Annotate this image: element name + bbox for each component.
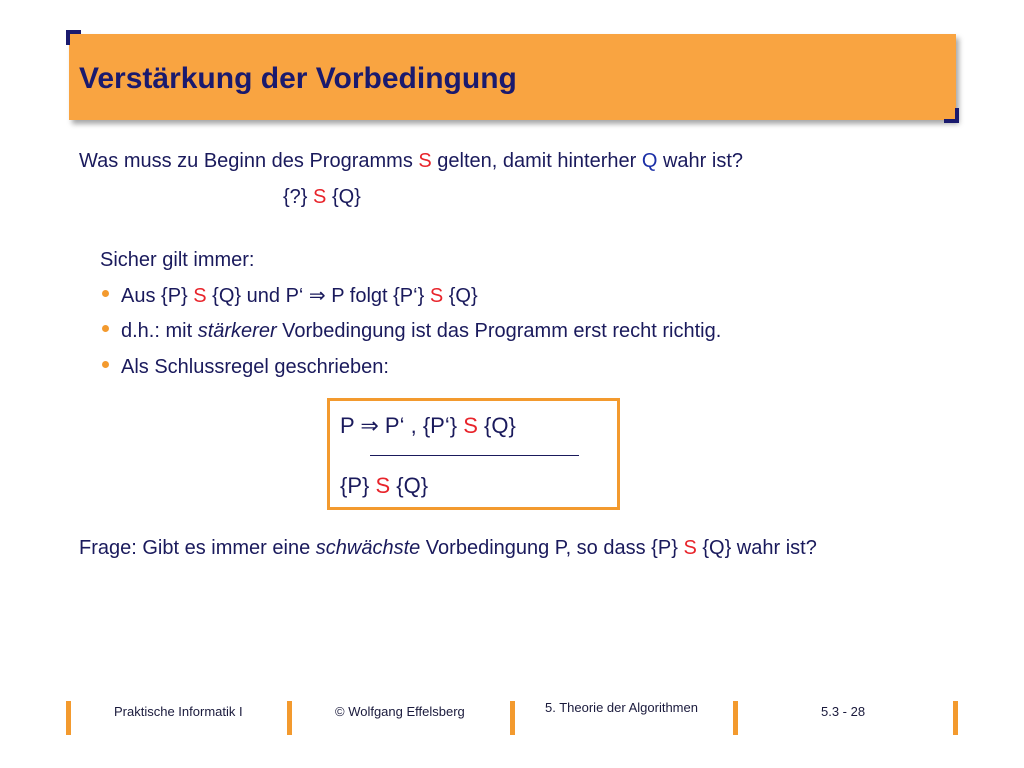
- text-fragment: Was muss zu Beginn des Programms: [79, 150, 419, 172]
- footer-divider: [510, 701, 515, 735]
- text-fragment: {Q}: [443, 285, 478, 307]
- text-fragment: schwächste: [315, 537, 421, 559]
- footer-page-number: 5.3 - 28: [821, 704, 866, 719]
- footer-course: Praktische Informatik I: [114, 704, 243, 719]
- bullet-item: [121, 357, 389, 377]
- footer-chapter: 5. Theorie der Algorithmen: [545, 700, 698, 715]
- text-fragment: {Q} und P‘ ⇒ P folgt {P‘}: [206, 285, 430, 307]
- bullet-icon: [102, 361, 109, 368]
- bullet-item: [121, 321, 721, 341]
- program-symbol: S: [463, 413, 478, 438]
- rule-divider: [370, 455, 579, 456]
- intro-question: [79, 151, 743, 171]
- corner-bracket-bottom-right: [944, 108, 959, 123]
- text-fragment: Vorbedingung P, so dass {P}: [420, 537, 684, 559]
- text-fragment: stärkerer: [197, 320, 277, 342]
- text-fragment: {?}: [283, 186, 314, 208]
- program-symbol: S: [193, 285, 207, 307]
- text-fragment: gelten, damit hinterher: [431, 150, 642, 172]
- footer-divider: [733, 701, 738, 735]
- program-symbol: S: [313, 186, 327, 208]
- footer-divider: [287, 701, 292, 735]
- program-symbol: S: [683, 537, 697, 559]
- text-fragment: d.h.: mit: [121, 320, 198, 342]
- rule-premise: [340, 415, 516, 437]
- sicher-heading: Sicher gilt immer:: [100, 249, 255, 271]
- footer-author: © Wolfgang Effelsberg: [335, 704, 465, 719]
- text-fragment: Als Schlussregel geschrieben:: [121, 356, 389, 378]
- text-fragment: {Q}: [477, 413, 516, 438]
- text-fragment: Vorbedingung ist das Programm erst recht richtig.: [276, 320, 722, 342]
- text-fragment: Aus {P}: [121, 285, 194, 307]
- text-fragment: P ⇒ P‘ , {P‘}: [340, 413, 464, 438]
- text-fragment: {P}: [340, 473, 376, 498]
- footer-divider: [953, 701, 958, 735]
- inference-rule-box: [327, 398, 620, 510]
- rule-conclusion: [340, 475, 428, 497]
- text-fragment: {Q}: [326, 186, 361, 208]
- bullet-icon: [102, 290, 109, 297]
- slide-title: Verstärkung der Vorbedingung: [79, 62, 517, 95]
- footer-divider: [66, 701, 71, 735]
- program-symbol: S: [429, 285, 444, 307]
- program-symbol: S: [418, 150, 432, 172]
- text-fragment: wahr ist?: [657, 150, 743, 172]
- text-fragment: Frage: Gibt es immer eine: [79, 537, 316, 559]
- text-fragment: {Q}: [390, 473, 429, 498]
- program-symbol: S: [375, 473, 391, 498]
- corner-bracket-top-left: [66, 30, 81, 45]
- bullet-icon: [102, 325, 109, 332]
- postcondition-symbol: Q: [641, 150, 658, 172]
- title-bar: [69, 34, 956, 120]
- final-question: [79, 538, 817, 558]
- text-fragment: {Q} wahr ist?: [696, 537, 817, 559]
- bullet-item: [121, 286, 478, 306]
- hoare-triple-unknown: [283, 187, 361, 207]
